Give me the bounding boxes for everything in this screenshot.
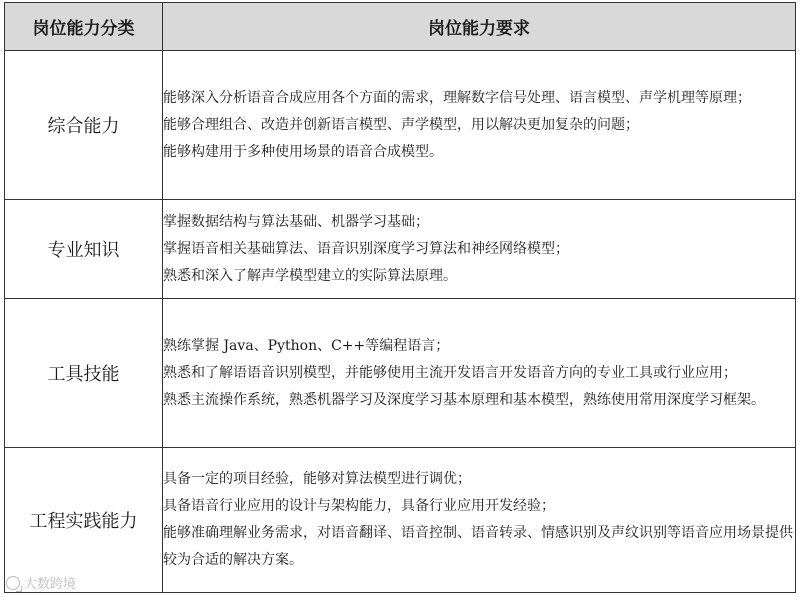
requirement-line: 熟悉和深入了解声学模型建立的实际算法原理。 xyxy=(163,267,457,284)
category-cell: 工具技能 xyxy=(5,299,163,448)
requirement-line: 能够准确理解业务需求，对语音翻译、语音控制、语音转录、情感识别及声纹识别等语音应用场景提供较为合适的解决方案。 xyxy=(163,525,793,568)
requirement-line: 熟悉和了解语语音识别模型，并能够使用主流开发语言开发语音方向的专业工具或行业应用； xyxy=(163,364,737,381)
requirements-cell xyxy=(163,299,796,448)
watermark-logo-icon xyxy=(6,576,20,590)
requirements-table xyxy=(4,2,796,593)
requirement-line: 熟悉主流操作系统，熟悉机器学习及深度学习基本原理和基本模型，熟练使用常用深度学习框架。 xyxy=(163,391,765,408)
table-row xyxy=(5,200,796,299)
header-row xyxy=(5,3,796,51)
requirements-cell xyxy=(163,200,796,299)
table-row xyxy=(5,299,796,448)
table-row xyxy=(5,448,796,593)
requirements-cell xyxy=(163,448,796,593)
category-cell: 工程实践能力 xyxy=(5,448,163,593)
requirement-line: 具备语音行业应用的设计与架构能力，具备行业应用开发经验； xyxy=(163,498,555,514)
header-requirements: 岗位能力要求 xyxy=(163,3,796,51)
requirement-line: 能够深入分析语音合成应用各个方面的需求，理解数字信号处理、语言模型、声学机理等原理； xyxy=(163,89,751,106)
requirement-line: 能够合理组合、改造并创新语言模型、声学模型，用以解决更加复杂的问题； xyxy=(163,116,639,133)
category-cell: 专业知识 xyxy=(5,200,163,299)
requirements-cell xyxy=(163,51,796,200)
watermark xyxy=(6,573,76,592)
table-row xyxy=(5,51,796,200)
watermark-text: 大数跨境 xyxy=(24,577,77,592)
requirement-line: 掌握数据结构与算法基础、机器学习基础； xyxy=(163,213,429,230)
requirement-line: 能够构建用于多种使用场景的语音合成模型。 xyxy=(163,143,443,160)
requirement-line: 掌握语音相关基础算法、语音识别深度学习算法和神经网络模型； xyxy=(163,240,569,257)
requirement-line: 熟练掌握 Java、Python、C++等编程语言； xyxy=(163,337,450,354)
header-category: 岗位能力分类 xyxy=(5,3,163,51)
requirement-line: 具备一定的项目经验，能够对算法模型进行调优； xyxy=(163,471,471,487)
category-cell: 综合能力 xyxy=(5,51,163,200)
